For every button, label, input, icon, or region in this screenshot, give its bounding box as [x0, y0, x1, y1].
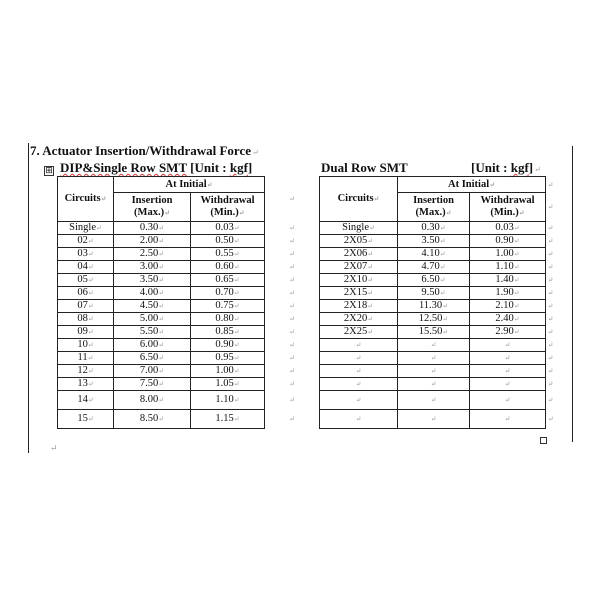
left-unit-value: kgf	[229, 160, 248, 175]
left-circuits-cell: 14↵	[58, 391, 114, 410]
table-row	[58, 235, 556, 248]
right-circuits-cell: ↵	[320, 365, 398, 378]
table-row	[58, 300, 556, 313]
right-header-insertion: Insertion (Max.)↵	[398, 193, 470, 222]
gap-cell: ↵	[265, 300, 320, 313]
right-withdrawal-cell: ↵	[470, 391, 546, 410]
paragraph-mark-icon: ↵	[252, 148, 259, 157]
table-row	[58, 391, 556, 410]
left-header-withdrawal: Withdrawal (Min.)↵	[191, 193, 265, 222]
left-unit-suffix: ]	[247, 160, 253, 175]
left-circuits-cell: 10↵	[58, 339, 114, 352]
right-withdrawal-cell: ↵	[470, 365, 546, 378]
table-row	[58, 313, 556, 326]
section-title-text: 7. Actuator Insertion/Withdrawal Force	[30, 143, 251, 158]
row-end-mark: ↵	[547, 367, 554, 375]
right-circuits-cell: 2X20↵	[320, 313, 398, 326]
left-insertion-cell: 8.00↵	[114, 391, 191, 410]
left-insertion-cell: 0.30↵	[114, 222, 191, 235]
left-table-title	[60, 160, 252, 176]
left-circuits-cell: 11↵	[58, 352, 114, 365]
table-row	[58, 261, 556, 274]
left-insertion-cell: 5.00↵	[114, 313, 191, 326]
right-circuits-cell: 2X06↵	[320, 248, 398, 261]
row-end-mark: ↵	[547, 302, 554, 310]
right-table-title: Dual Row SMT	[321, 160, 408, 175]
left-withdrawal-cell: 1.05↵	[191, 378, 265, 391]
left-circuits-cell: 06↵	[58, 287, 114, 300]
left-unit-prefix: [Unit :	[186, 160, 230, 175]
right-circuits-cell: 2X18↵	[320, 300, 398, 313]
left-circuits-cell: 03↵	[58, 248, 114, 261]
row-end-mark: ↵	[547, 315, 554, 323]
right-insertion-cell: 12.50↵	[398, 313, 470, 326]
left-circuits-cell: 05↵	[58, 274, 114, 287]
right-withdrawal-cell: 2.40↵	[470, 313, 546, 326]
left-header-circuits: Circuits↵	[58, 177, 114, 222]
left-insertion-cell: 4.50↵	[114, 300, 191, 313]
right-insertion-cell: 6.50↵	[398, 274, 470, 287]
right-insertion-cell: 11.30↵	[398, 300, 470, 313]
left-circuits-cell: 09↵	[58, 326, 114, 339]
row-end-mark: ↵	[547, 237, 554, 245]
left-withdrawal-cell: 0.03↵	[191, 222, 265, 235]
gap-cell: ↵	[265, 261, 320, 274]
right-withdrawal-cell: 2.10↵	[470, 300, 546, 313]
left-withdrawal-cell: 0.55↵	[191, 248, 265, 261]
table-row	[58, 274, 556, 287]
left-withdrawal-cell: 0.65↵	[191, 274, 265, 287]
gap-cell: ↵	[265, 248, 320, 261]
right-insertion-cell: 9.50↵	[398, 287, 470, 300]
left-withdrawal-cell: 1.15↵	[191, 410, 265, 429]
row-end-mark: ↵	[547, 396, 554, 404]
left-withdrawal-cell: 0.60↵	[191, 261, 265, 274]
row-end-mark: ↵	[547, 289, 554, 297]
right-withdrawal-cell: ↵	[470, 378, 546, 391]
left-circuits-cell: 07↵	[58, 300, 114, 313]
paragraph-mark-icon: ↵	[50, 443, 58, 453]
right-unit-prefix: [Unit :	[471, 160, 511, 175]
table-row	[58, 352, 556, 365]
left-insertion-cell: 3.00↵	[114, 261, 191, 274]
left-insertion-cell: 2.50↵	[114, 248, 191, 261]
row-end-mark: ↵	[547, 354, 554, 362]
row-end-mark: ↵	[547, 276, 554, 284]
right-insertion-cell: 3.50↵	[398, 235, 470, 248]
left-insertion-cell: 5.50↵	[114, 326, 191, 339]
right-unit-value: kgf	[510, 160, 529, 175]
left-insertion-cell: 7.00↵	[114, 365, 191, 378]
gap-cell: ↵	[265, 352, 320, 365]
row-end-mark: ↵	[547, 224, 554, 232]
right-insertion-cell: ↵	[398, 352, 470, 365]
right-circuits-cell: 2X25↵	[320, 326, 398, 339]
row-end-mark: ↵	[547, 203, 554, 211]
right-header-group: At Initial↵	[398, 177, 546, 193]
right-withdrawal-cell: 0.03↵	[470, 222, 546, 235]
gap-cell: ↵	[265, 222, 320, 235]
right-insertion-cell: 0.30↵	[398, 222, 470, 235]
left-withdrawal-cell: 0.85↵	[191, 326, 265, 339]
gap-cell: ↵	[265, 410, 320, 429]
right-circuits-cell: 2X15↵	[320, 287, 398, 300]
row-end-mark: ↵	[547, 415, 554, 423]
left-withdrawal-cell: 0.75↵	[191, 300, 265, 313]
right-withdrawal-cell: ↵	[470, 410, 546, 429]
left-circuits-cell: 15↵	[58, 410, 114, 429]
left-title-text: DIP&Single Row SMT	[60, 160, 187, 175]
left-insertion-cell: 4.00↵	[114, 287, 191, 300]
left-insertion-cell: 2.00↵	[114, 235, 191, 248]
table-resize-handle-icon[interactable]	[540, 437, 547, 444]
right-table-unit	[471, 160, 541, 176]
table-row	[58, 222, 556, 235]
left-withdrawal-cell: 0.95↵	[191, 352, 265, 365]
left-header-insertion: Insertion (Max.)↵	[114, 193, 191, 222]
left-withdrawal-cell: 0.90↵	[191, 339, 265, 352]
right-circuits-cell: ↵	[320, 352, 398, 365]
right-withdrawal-cell: 0.90↵	[470, 235, 546, 248]
table-row	[58, 410, 556, 429]
table-row	[58, 248, 556, 261]
right-circuits-cell: ↵	[320, 339, 398, 352]
left-withdrawal-cell: 1.10↵	[191, 391, 265, 410]
right-circuits-cell: 2X05↵	[320, 235, 398, 248]
table-row	[58, 287, 556, 300]
row-end-mark: ↵	[547, 341, 554, 349]
gap-cell: ↵	[265, 391, 320, 410]
gap-cell: ↵	[265, 274, 320, 287]
header-row-1	[58, 177, 556, 193]
force-table	[57, 176, 556, 429]
left-insertion-cell: 8.50↵	[114, 410, 191, 429]
right-insertion-cell: ↵	[398, 378, 470, 391]
right-circuits-cell: 2X07↵	[320, 261, 398, 274]
left-insertion-cell: 3.50↵	[114, 274, 191, 287]
right-page-rule	[572, 146, 573, 442]
right-circuits-cell: ↵	[320, 391, 398, 410]
row-end-mark: ↵	[547, 250, 554, 258]
paragraph-mark-icon: ↵	[534, 165, 541, 174]
right-insertion-cell: 4.70↵	[398, 261, 470, 274]
left-circuits-cell: Single↵	[58, 222, 114, 235]
left-withdrawal-cell: 0.80↵	[191, 313, 265, 326]
right-insertion-cell: ↵	[398, 365, 470, 378]
right-insertion-cell: 15.50↵	[398, 326, 470, 339]
right-circuits-cell: ↵	[320, 378, 398, 391]
left-withdrawal-cell: 0.70↵	[191, 287, 265, 300]
right-circuits-cell: Single↵	[320, 222, 398, 235]
right-withdrawal-cell: ↵	[470, 339, 546, 352]
gap-cell: ↵	[265, 326, 320, 339]
section-title	[30, 143, 259, 159]
right-insertion-cell: ↵	[398, 410, 470, 429]
row-end-mark: ↵	[547, 380, 554, 388]
row-end-mark: ↵	[547, 180, 554, 189]
gap-cell: ↵	[265, 313, 320, 326]
right-withdrawal-cell: ↵	[470, 352, 546, 365]
left-insertion-cell: 6.50↵	[114, 352, 191, 365]
gap-cell: ↵	[265, 339, 320, 352]
right-circuits-cell: ↵	[320, 410, 398, 429]
gap-cell: ↵	[265, 378, 320, 391]
row-end-mark: ↵	[547, 328, 554, 336]
row-end-mark: ↵	[547, 263, 554, 271]
right-circuits-cell: 2X10↵	[320, 274, 398, 287]
left-insertion-cell: 7.50↵	[114, 378, 191, 391]
right-insertion-cell: ↵	[398, 339, 470, 352]
left-circuits-cell: 13↵	[58, 378, 114, 391]
left-circuits-cell: 04↵	[58, 261, 114, 274]
right-header-circuits: Circuits↵	[320, 177, 398, 222]
right-header-withdrawal: Withdrawal (Min.)↵	[470, 193, 546, 222]
right-withdrawal-cell: 1.90↵	[470, 287, 546, 300]
table-row	[58, 326, 556, 339]
left-circuits-cell: 08↵	[58, 313, 114, 326]
gap-cell: ↵	[265, 177, 320, 222]
right-insertion-cell: ↵	[398, 391, 470, 410]
right-withdrawal-cell: 1.00↵	[470, 248, 546, 261]
right-withdrawal-cell: 1.10↵	[470, 261, 546, 274]
table-row	[58, 339, 556, 352]
right-withdrawal-cell: 1.40↵	[470, 274, 546, 287]
right-unit-suffix: ]	[528, 160, 534, 175]
table-row	[58, 365, 556, 378]
left-header-group: At Initial↵	[114, 177, 265, 193]
left-page-rule	[28, 143, 29, 453]
table-row	[58, 378, 556, 391]
left-withdrawal-cell: 1.00↵	[191, 365, 265, 378]
left-circuits-cell: 02↵	[58, 235, 114, 248]
gap-cell: ↵	[265, 365, 320, 378]
left-insertion-cell: 6.00↵	[114, 339, 191, 352]
right-withdrawal-cell: 2.90↵	[470, 326, 546, 339]
left-circuits-cell: 12↵	[58, 365, 114, 378]
left-withdrawal-cell: 0.50↵	[191, 235, 265, 248]
right-insertion-cell: 4.10↵	[398, 248, 470, 261]
gap-cell: ↵	[265, 235, 320, 248]
table-move-handle-icon[interactable]: ⊞	[45, 166, 53, 176]
gap-cell: ↵	[265, 287, 320, 300]
